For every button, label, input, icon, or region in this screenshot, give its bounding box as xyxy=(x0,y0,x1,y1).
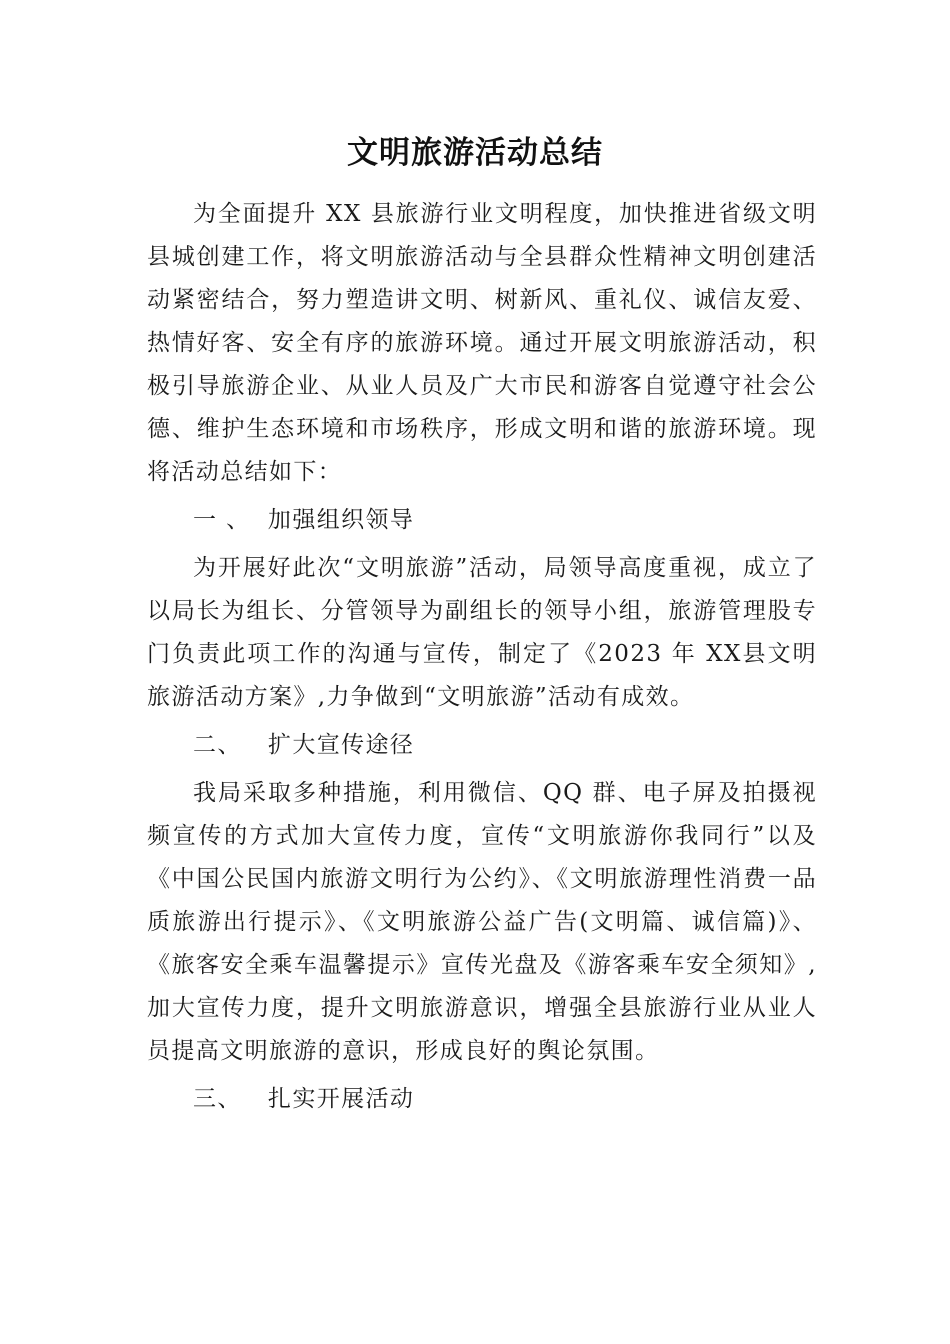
section-heading-2: 二、 扩大宣传途径 xyxy=(193,732,415,758)
section-1-paragraph: 为开展好此次“文明旅游”活动，局领导高度重视，成立了以局长为组长、分管领导为副组长的领导小组，旅游管理股专门负责此项工作的沟通与宣传，制定了《2023 年 XX县文明旅游活动方案》,力争做到“文明旅游”活动有成效。 xyxy=(147,555,817,710)
intro-paragraph: 为全面提升 XX 县旅游行业文明程度，加快推进省级文明县城创建工作，将文明旅游活动与全县群众性精神文明创建活动紧密结合，努力塑造讲文明、树新风、重礼仪、诚信友爱、热情好客、安全有序的旅游环境。通过开展文明旅游活动，积极引导旅游企业、从业人员及广大市民和游客自觉遵守社会公德、维护生态环境和市场秩序，形成文明和谐的旅游环境。现将活动总结如下： xyxy=(147,201,817,485)
section-heading-1: 一 、 加强组织领导 xyxy=(193,507,415,533)
document-body xyxy=(147,193,817,1126)
section-2-paragraph: 我局采取多种措施，利用微信、QQ 群、电子屏及拍摄视频宣传的方式加大宣传力度，宣传“文明旅游你我同行”以及《中国公民国内旅游文明行为公约》、《文明旅游理性消费一品质旅游出行提示》、《文明旅游公益广告(文明篇、诚信篇)》、《旅客安全乘车温馨提示》宣传光盘及《游客乘车安全须知》,加大宣传力度，提升文明旅游意识，增强全县旅游行业从业人员提高文明旅游的意识，形成良好的舆论氛围。 xyxy=(147,780,817,1064)
document-title: 文明旅游活动总结 xyxy=(347,135,603,171)
section-heading-3: 三、 扎实开展活动 xyxy=(193,1086,415,1112)
